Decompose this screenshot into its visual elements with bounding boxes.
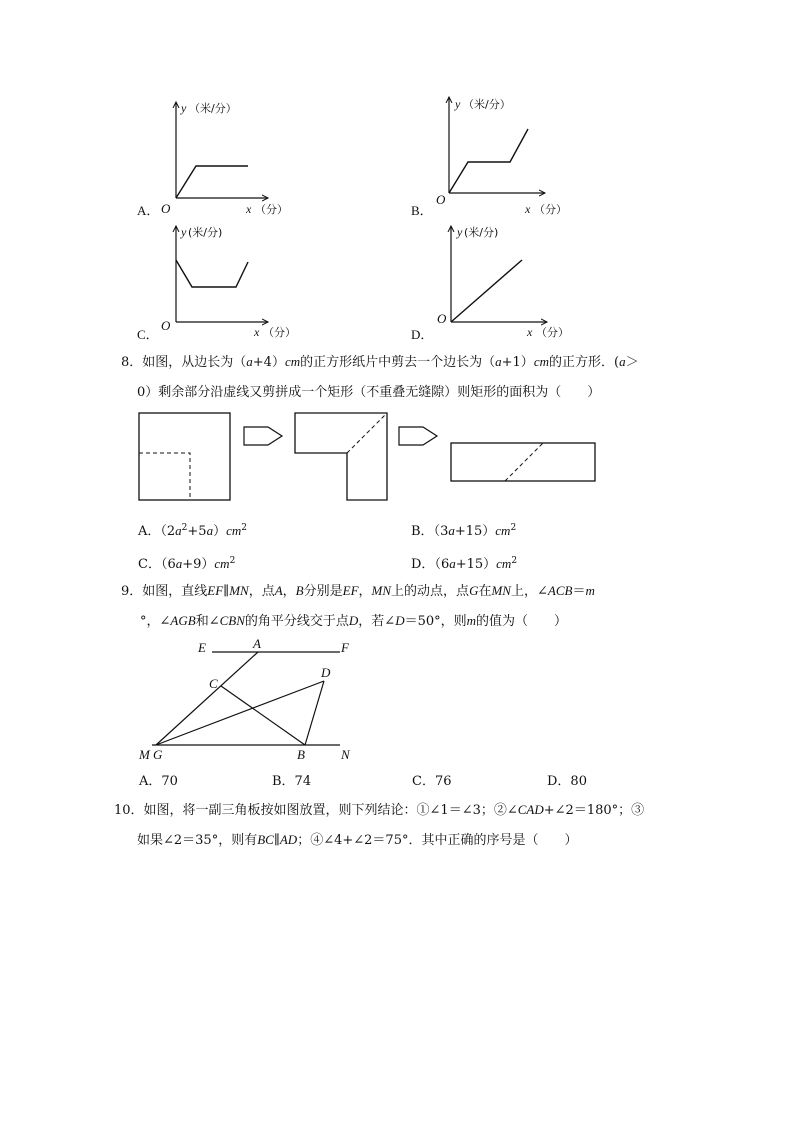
- q9-var: D: [348, 613, 359, 628]
- option-letter: C．: [138, 557, 161, 572]
- q9-point-f: F: [341, 640, 349, 655]
- option-text: +9）: [182, 557, 215, 572]
- graph-a-letter: A．: [137, 203, 160, 218]
- q10-var: CAD: [517, 802, 544, 817]
- option-var: a: [175, 556, 183, 571]
- graph-b-x-label: x: [525, 202, 531, 216]
- q10-var: AD: [279, 832, 298, 847]
- q9-var: MN: [229, 583, 249, 598]
- question-10-line-2: [137, 832, 577, 849]
- q9-var: EF: [207, 583, 224, 598]
- q9-option-a[interactable]: A．70: [139, 774, 178, 789]
- graph-d-y-unit: (米/分): [464, 226, 499, 239]
- q9-var: ACB: [547, 583, 573, 598]
- graph-b-letter: B．: [411, 203, 433, 218]
- graph-a-x-unit: （分）: [255, 203, 288, 216]
- graph-d-x-unit: （分）: [536, 326, 569, 339]
- q9-var: A: [274, 583, 283, 598]
- q9-var: m: [466, 613, 477, 628]
- graph-c-y-label: y: [181, 225, 187, 239]
- q8-text: 的正方形纸片中剪去一个边长为（: [300, 355, 496, 370]
- q9-text: ＝: [572, 584, 586, 599]
- q9-point-n: N: [341, 747, 350, 762]
- graph-a-x-label: x: [246, 202, 252, 216]
- q9-text: 上，∠: [510, 584, 548, 599]
- graph-a-y-unit: （米/分）: [189, 102, 237, 115]
- q9-point-c: C: [209, 676, 218, 691]
- graph-c-letter: C．: [137, 327, 159, 342]
- q9-var: B: [295, 583, 304, 598]
- q9-point-b: B: [297, 747, 305, 762]
- option-text: +15）: [455, 557, 497, 572]
- q10-text: +∠2＝180°；③: [543, 803, 645, 818]
- q8-var: a: [495, 354, 502, 369]
- question-8-line-2: 0）剩余部分沿虚线又剪拼成一个矩形（不重叠无缝隙）则矩形的面积为（ ）: [137, 385, 601, 400]
- q8-var: cm: [284, 354, 301, 369]
- q9-text: ∥: [223, 584, 230, 599]
- question-10-line-1: [114, 802, 644, 819]
- graph-b-origin: O: [436, 192, 446, 207]
- q9-text: ，: [358, 584, 372, 599]
- option-text: （2: [160, 524, 176, 539]
- graph-d-origin: O: [437, 311, 447, 326]
- option-text: （6: [434, 557, 450, 572]
- option-text: （3: [433, 524, 449, 539]
- graph-d-x-label: x: [527, 325, 533, 339]
- q9-var: D: [395, 613, 405, 628]
- q8-var: a: [246, 354, 253, 369]
- q10-text: ∥: [273, 833, 280, 848]
- q9-text: 分别是: [303, 584, 343, 599]
- q8-text: +1）: [501, 355, 534, 370]
- q8-var: a: [619, 354, 626, 369]
- graph-c-x-unit: （分）: [263, 326, 296, 339]
- q10-var: BC: [257, 832, 274, 847]
- q9-point-a: A: [253, 636, 261, 651]
- q9-text: 的角平分线交于点: [244, 614, 349, 629]
- q8-text: +4）: [252, 355, 285, 370]
- q9-segment-bd: [305, 681, 324, 745]
- q9-text: 的值为（ ）: [476, 614, 568, 629]
- option-text: +5: [187, 524, 207, 539]
- q9-text: 9．如图，直线: [121, 584, 208, 599]
- option-text: ）: [213, 524, 227, 539]
- option-var: a: [206, 523, 214, 538]
- option-text: +15）: [454, 524, 496, 539]
- option-sup: 2: [181, 523, 188, 533]
- q9-option-d[interactable]: D．80: [547, 774, 587, 789]
- graph-a-y-label: y: [181, 101, 187, 115]
- q9-segment-gd: [156, 681, 324, 745]
- graph-d-y-label: y: [457, 225, 463, 239]
- q9-var: AGB: [170, 613, 196, 628]
- option-sup: 2: [229, 556, 236, 566]
- graph-b-y-label: y: [455, 97, 461, 111]
- q8-text: ＞: [625, 355, 639, 370]
- q9-option-c[interactable]: C．76: [412, 774, 452, 789]
- q8-text: 的正方形．(: [548, 355, 620, 370]
- graph-d-letter: D．: [411, 327, 434, 342]
- q9-text: 在: [478, 584, 492, 599]
- option-sup: 2: [510, 523, 517, 533]
- q9-text: 和∠: [195, 614, 220, 629]
- q9-text: 上的动点，点: [391, 584, 470, 599]
- q10-text: 如果∠2＝35°，则有: [137, 833, 258, 848]
- q10-text: ；④∠4+∠2＝75°．其中正确的序号是（ ）: [297, 833, 578, 848]
- q9-var: MN: [491, 583, 511, 598]
- q8-text: 8．如图，从边长为（: [121, 355, 247, 370]
- q9-point-e: E: [198, 640, 206, 655]
- q9-segment-ag: [156, 652, 258, 745]
- q9-var: m: [585, 583, 595, 598]
- option-sup: 2: [511, 556, 518, 566]
- q9-var: G: [469, 583, 479, 598]
- option-sup: 2: [241, 523, 247, 533]
- graph-b-x-unit: （分）: [534, 203, 567, 216]
- option-unit: cm: [226, 523, 242, 538]
- q9-point-g: G: [153, 747, 163, 762]
- q9-text: ＝50°，则: [404, 614, 467, 629]
- graph-a-origin: O: [161, 201, 171, 216]
- option-letter: B．: [411, 524, 434, 539]
- option-unit: cm: [496, 556, 512, 571]
- q9-var: MN: [371, 583, 392, 598]
- q9-var: EF: [342, 583, 359, 598]
- q9-point-d: D: [321, 665, 331, 680]
- graph-b-y-unit: （米/分）: [463, 98, 511, 111]
- q9-text: ，点: [248, 584, 275, 599]
- option-var: a: [448, 523, 455, 538]
- q9-var: CBN: [219, 613, 245, 628]
- q9-text: ，若∠: [358, 614, 396, 629]
- graph-c-origin: O: [161, 318, 171, 333]
- q9-text: °，∠: [140, 614, 171, 629]
- graph-c-y-unit: (米/分): [188, 226, 223, 239]
- option-var: a: [175, 523, 182, 538]
- option-letter: D．: [411, 557, 435, 572]
- q10-text: 10．如图，将一副三角板按如图放置，则下列结论：①∠1＝∠3；②∠: [114, 803, 518, 818]
- option-unit: cm: [495, 523, 511, 538]
- graph-c-x-label: x: [254, 325, 260, 339]
- q9-point-m: M: [139, 747, 150, 762]
- q9-text: ，: [282, 584, 296, 599]
- option-unit: cm: [214, 556, 230, 571]
- q9-option-b[interactable]: B．74: [272, 774, 312, 789]
- option-var: a: [449, 556, 456, 571]
- option-letter: A．: [138, 524, 161, 539]
- q8-var: cm: [533, 354, 549, 369]
- option-text: （6: [160, 557, 176, 572]
